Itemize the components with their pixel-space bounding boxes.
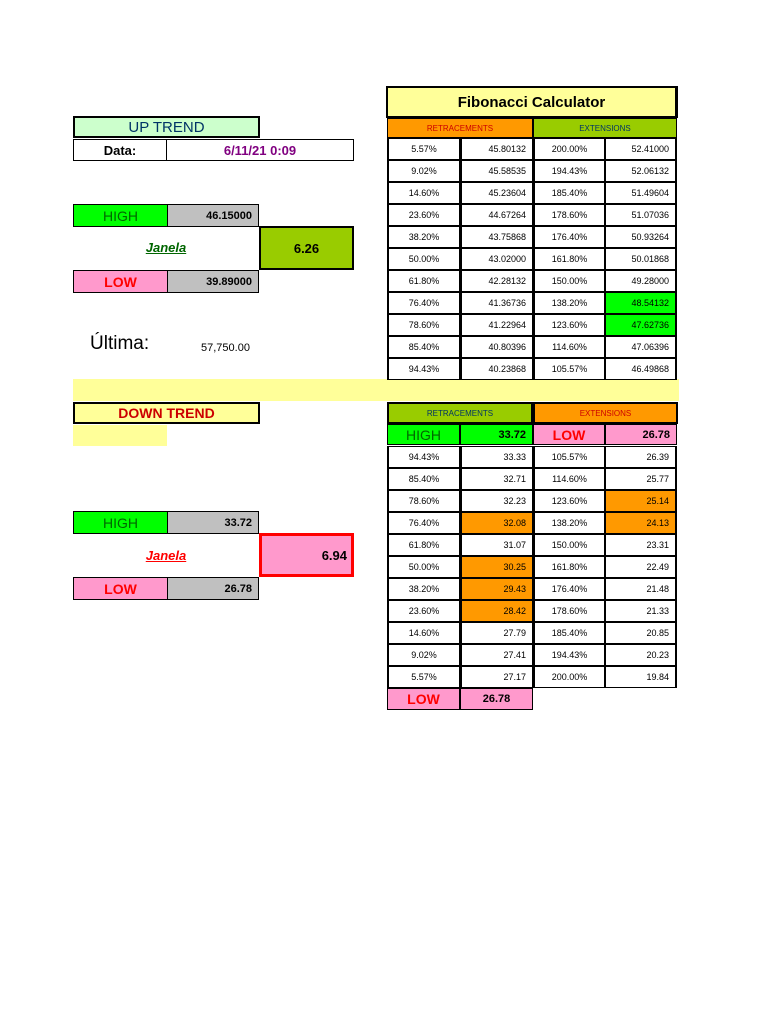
retracement-value-cell: 44.67264 [460, 204, 533, 226]
retracement-percent-cell: 9.02% [387, 644, 460, 666]
retracement-value-cell: 41.36736 [460, 292, 533, 314]
extension-percent-cell: 185.40% [533, 182, 605, 204]
down-extensions-header: EXTENSIONS [533, 402, 678, 424]
extension-percent-cell: 150.00% [533, 534, 605, 556]
extension-value-cell: 26.39 [605, 446, 677, 468]
retracement-value-cell: 40.23868 [460, 358, 533, 380]
retracement-value-cell: 27.79 [460, 622, 533, 644]
down-trend-blank-cell [73, 425, 167, 446]
retracement-value-cell: 28.42 [460, 600, 533, 622]
retracement-value-cell: 45.58535 [460, 160, 533, 182]
extension-value-cell: 22.49 [605, 556, 677, 578]
retracement-value-cell: 43.02000 [460, 248, 533, 270]
retracement-percent-cell: 76.40% [387, 512, 460, 534]
retracement-percent-cell: 23.60% [387, 600, 460, 622]
down-table-low-value: 26.78 [605, 424, 677, 445]
retracement-value-cell: 32.08 [460, 512, 533, 534]
retracement-value-cell: 32.23 [460, 490, 533, 512]
retracement-percent-cell: 85.40% [387, 336, 460, 358]
ultima-label: Última: [90, 333, 150, 354]
extension-value-cell: 21.33 [605, 600, 677, 622]
down-table-low-label: LOW [533, 424, 605, 445]
down-table-high-label: HIGH [387, 424, 460, 445]
extension-value-cell: 46.49868 [605, 358, 677, 380]
up-high-label: HIGH [73, 204, 168, 227]
extension-percent-cell: 185.40% [533, 622, 605, 644]
retracement-percent-cell: 50.00% [387, 556, 460, 578]
extension-percent-cell: 105.57% [533, 446, 605, 468]
down-high-value: 33.72 [167, 511, 259, 534]
retracement-percent-cell: 38.20% [387, 578, 460, 600]
extension-value-cell: 49.28000 [605, 270, 677, 292]
up-janela-link[interactable]: Janela [145, 239, 187, 255]
extension-value-cell: 52.06132 [605, 160, 677, 182]
extension-value-cell: 47.62736 [605, 314, 677, 336]
retracement-percent-cell: 85.40% [387, 468, 460, 490]
down-retracements-header: RETRACEMENTS [387, 402, 533, 424]
down-trend-title: DOWN TREND [73, 402, 260, 424]
extension-percent-cell: 114.60% [533, 468, 605, 490]
retracement-value-cell: 32.71 [460, 468, 533, 490]
calculator-title: Fibonacci Calculator [386, 86, 678, 118]
retracement-value-cell: 42.28132 [460, 270, 533, 292]
retracement-value-cell: 40.80396 [460, 336, 533, 358]
retracement-value-cell: 27.41 [460, 644, 533, 666]
up-retracements-header: RETRACEMENTS [387, 118, 533, 138]
extension-value-cell: 20.85 [605, 622, 677, 644]
retracement-percent-cell: 50.00% [387, 248, 460, 270]
extension-percent-cell: 194.43% [533, 644, 605, 666]
retracement-percent-cell: 14.60% [387, 622, 460, 644]
down-low-label: LOW [73, 577, 168, 600]
retracement-percent-cell: 94.43% [387, 358, 460, 380]
extension-value-cell: 23.31 [605, 534, 677, 556]
down-table-high-value: 33.72 [460, 424, 533, 445]
retracement-value-cell: 30.25 [460, 556, 533, 578]
down-janela-value: 6.94 [259, 533, 354, 577]
down-high-label: HIGH [73, 511, 168, 534]
retracement-percent-cell: 78.60% [387, 490, 460, 512]
extension-percent-cell: 178.60% [533, 600, 605, 622]
extension-value-cell: 25.77 [605, 468, 677, 490]
retracement-value-cell: 45.80132 [460, 138, 533, 160]
extension-percent-cell: 200.00% [533, 138, 605, 160]
retracement-value-cell: 41.22964 [460, 314, 533, 336]
extension-percent-cell: 105.57% [533, 358, 605, 380]
extension-value-cell: 21.48 [605, 578, 677, 600]
extension-value-cell: 24.13 [605, 512, 677, 534]
extension-value-cell: 50.93264 [605, 226, 677, 248]
extension-percent-cell: 161.80% [533, 248, 605, 270]
retracement-percent-cell: 78.60% [387, 314, 460, 336]
data-label: Data: [73, 139, 167, 161]
extension-percent-cell: 194.43% [533, 160, 605, 182]
extension-percent-cell: 178.60% [533, 204, 605, 226]
retracement-percent-cell: 61.80% [387, 534, 460, 556]
extension-percent-cell: 123.60% [533, 314, 605, 336]
extension-percent-cell: 114.60% [533, 336, 605, 358]
extension-percent-cell: 150.00% [533, 270, 605, 292]
down-janela-link[interactable]: Janela [145, 547, 187, 563]
retracement-percent-cell: 14.60% [387, 182, 460, 204]
retracement-percent-cell: 76.40% [387, 292, 460, 314]
retracement-percent-cell: 5.57% [387, 138, 460, 160]
ultima-value: 57,750.00 [201, 342, 250, 354]
up-janela-value: 6.26 [259, 226, 354, 270]
retracement-value-cell: 29.43 [460, 578, 533, 600]
up-trend-title: UP TREND [73, 116, 260, 138]
up-extensions-header: EXTENSIONS [533, 118, 677, 138]
extension-value-cell: 25.14 [605, 490, 677, 512]
extension-value-cell: 51.49604 [605, 182, 677, 204]
extension-percent-cell: 161.80% [533, 556, 605, 578]
extension-percent-cell: 200.00% [533, 666, 605, 688]
retracement-value-cell: 31.07 [460, 534, 533, 556]
up-low-label: LOW [73, 270, 168, 293]
extension-value-cell: 47.06396 [605, 336, 677, 358]
extension-percent-cell: 123.60% [533, 490, 605, 512]
retracement-percent-cell: 5.57% [387, 666, 460, 688]
retracement-value-cell: 43.75868 [460, 226, 533, 248]
up-low-value: 39.89000 [167, 270, 259, 293]
extension-percent-cell: 176.40% [533, 226, 605, 248]
separator-band [73, 379, 679, 401]
down-low-value: 26.78 [167, 577, 259, 600]
retracement-percent-cell: 94.43% [387, 446, 460, 468]
extension-value-cell: 51.07036 [605, 204, 677, 226]
retracement-percent-cell: 9.02% [387, 160, 460, 182]
extension-value-cell: 19.84 [605, 666, 677, 688]
extension-percent-cell: 138.20% [533, 512, 605, 534]
extension-value-cell: 48.54132 [605, 292, 677, 314]
retracement-value-cell: 45.23604 [460, 182, 533, 204]
retracement-percent-cell: 23.60% [387, 204, 460, 226]
retracement-percent-cell: 61.80% [387, 270, 460, 292]
up-high-value: 46.15000 [167, 204, 259, 227]
data-value: 6/11/21 0:09 [166, 139, 354, 161]
retracement-percent-cell: 38.20% [387, 226, 460, 248]
extension-percent-cell: 176.40% [533, 578, 605, 600]
retracement-value-cell: 27.17 [460, 666, 533, 688]
extension-value-cell: 50.01868 [605, 248, 677, 270]
down-bottom-low-value: 26.78 [460, 688, 533, 710]
down-bottom-low-label: LOW [387, 688, 460, 710]
extension-value-cell: 20.23 [605, 644, 677, 666]
extension-value-cell: 52.41000 [605, 138, 677, 160]
extension-percent-cell: 138.20% [533, 292, 605, 314]
retracement-value-cell: 33.33 [460, 446, 533, 468]
